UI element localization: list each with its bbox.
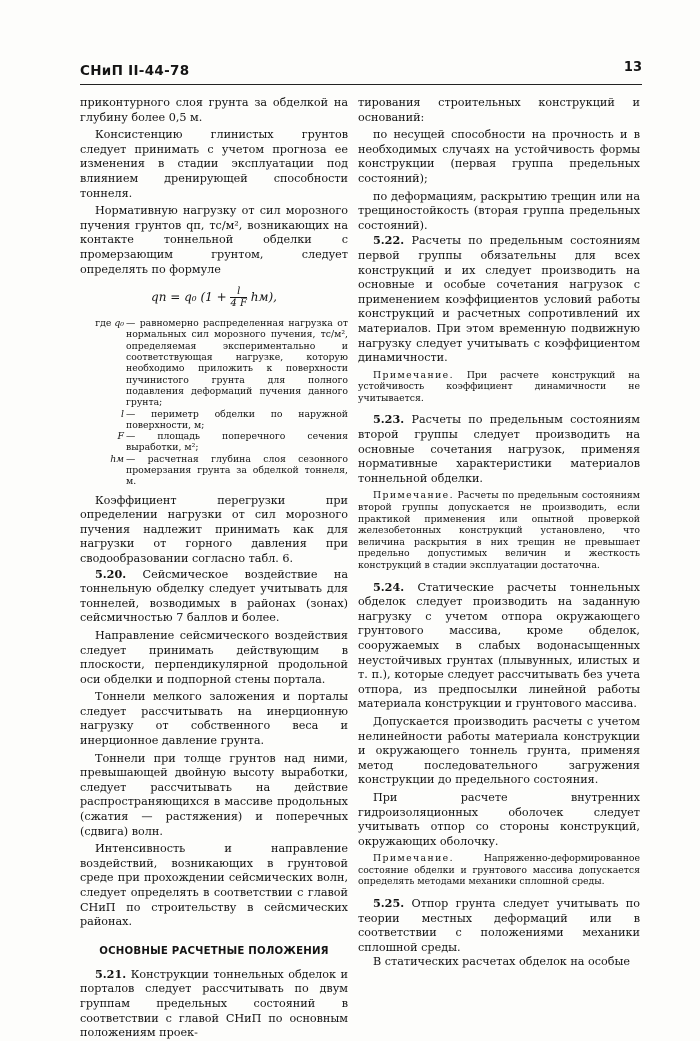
legend-symbol: F bbox=[117, 431, 124, 443]
clause-5-25: 5.25. Отпор грунта следует учитывать по теории местных деформаций или в соответствии с положениями механики сплошной среды. bbox=[358, 896, 640, 954]
paragraph-continuation: приконтурного слоя грунта за обделкой на глубину более 0,5 м. bbox=[80, 96, 348, 124]
formula-tail: hм bbox=[250, 290, 269, 305]
paragraph-consistency: Консистенцию глинистых грунтов следует принимать с учетом прогноза ее изменения в стадии эксплуатации под влиянием дренирующей способности тоннеля. bbox=[80, 128, 348, 200]
legend-text: — площадь поперечного сечения выработки, м²; bbox=[126, 431, 348, 454]
page-number: 13 bbox=[623, 60, 642, 75]
clause-number: 5.24. bbox=[373, 579, 405, 594]
formula-fraction bbox=[230, 286, 246, 309]
section-heading: ОСНОВНЫЕ РАСЧЕТНЫЕ ПОЛОЖЕНИЯ bbox=[99, 945, 329, 957]
clause-5-23: 5.23. Расчеты по предельным состояниям второй группы следует производить на основные сочетания нагрузок, применяя нормативные характеристики материалов тоннельной обделки. bbox=[358, 412, 640, 485]
legend-text: — расчетная глубина слоя сезонного промерзания грунта за обделкой тоннеля, м. bbox=[126, 453, 348, 488]
paragraph-group-two: по деформациям, раскрытию трещин или на трещиностойкость (вторая группа предельных состояний). bbox=[358, 189, 640, 232]
legend-symbol: hм bbox=[110, 453, 124, 465]
formula-numerator: l bbox=[230, 286, 246, 298]
clause-5-20: 5.20. Сейсмическое воздействие на тоннельную обделку следует учитывать для тоннелей, возводимых в районах (зонах) сейсмичностью 7 баллов и более. bbox=[80, 566, 348, 625]
frost-heave-formula bbox=[80, 284, 348, 310]
legend-row bbox=[80, 409, 348, 432]
paragraph-nonlinear: Допускается производить расчеты с учетом нелинейности работы материала конструкции и окружающего тоннель грунта, применяя метод последовательного загружения конструкции до предельного состояния. bbox=[358, 714, 640, 787]
paragraph-waterproofing: При расчете внутренних гидроизоляционных оболочек следует учитывать отпор со стороны конструкций, окружающих оболочку. bbox=[358, 790, 640, 848]
paragraph-overload: Коэффициент перегрузки при определении нагрузки от сил морозного пучения надлежит принимать как для нагрузки от горного давления при сводообразовании согласно табл. 6. bbox=[80, 493, 348, 565]
clause-5-24: 5.24. Статические расчеты тоннельных обделок следует производить на заданную нагрузку с учетом отпора окружающего грунтового массива, кроме обделок, сооружаемых в слабых водонасыщенных неустойчивых грунтах (плывунных, илистых и т. п.), которые следует рассчитывать без учета отпора, из предпосылки линейной работы материала конструкции и грунтового массива. bbox=[358, 579, 640, 711]
page-header bbox=[80, 56, 642, 85]
clause-number: 5.20. bbox=[95, 566, 127, 581]
note-label: Примечание. bbox=[373, 853, 454, 865]
legend-text: — равномерно распределенная нагрузка от нормальных сил морозного пучения, тс/м², определяемая экспериментально и соответствующая нагрузке, которую необходимо приложить к поверхности пучинистого грунта для полного подавления деформаций пучения данного грунта; bbox=[126, 318, 348, 409]
formula-close: ), bbox=[268, 290, 277, 305]
legend-symbol: q₀ bbox=[114, 318, 124, 330]
clause-number: 5.22. bbox=[373, 233, 405, 248]
note-continuum: Примечание. Напряженно-деформированное состояние обделки и грунтового массива допускается определять методами механики сплошной среды. bbox=[358, 853, 640, 888]
document-code: СНиП II-44-78 bbox=[80, 63, 190, 79]
legend-text: — периметр обделки по наружной поверхности, м; bbox=[126, 408, 348, 431]
paragraph-direction: Направление сейсмического воздействия следует принимать действующим в плоскости, перпендикулярной продольной оси обделки и подпорной стены портала. bbox=[80, 628, 348, 686]
right-column bbox=[358, 96, 640, 970]
note-second-group: Примечание. Расчеты по предельным состояниям второй группы допускается не производить, если практикой применения или опытной проверкой железобетонных конструкций установлено, что величина раскрытия в них трещин не превышает предельно допустимых величин и жесткость конструкций в стадии эксплуатации достаточна. bbox=[358, 490, 640, 571]
formula-legend bbox=[80, 318, 348, 487]
paragraph-intensity: Интенсивность и направление воздействий, возникающих в грунтовой среде при прохождении сейсмических волн, следует определять в соответствии с главой СНиП по строительству в сейсмических районах. bbox=[80, 842, 348, 929]
paragraph-continuation: тирования строительных конструкций и оснований: bbox=[358, 96, 640, 124]
clause-number: 5.23. bbox=[373, 412, 405, 427]
note-label: Примечание. bbox=[373, 490, 454, 502]
formula-open: (1 + bbox=[200, 290, 227, 305]
paragraph-deep-tunnels: Тоннели при толще грунтов над ними, превышающей двойную высоту выработки, следует рассчитывать на действие распространяющихся в массиве продольных (сжатия — растяжения) и поперечных (сдвига) волн. bbox=[80, 751, 348, 838]
legend-row bbox=[80, 318, 348, 408]
paragraph-static: В статических расчетах обделок на особые bbox=[373, 955, 631, 969]
clause-number: 5.21. bbox=[95, 966, 127, 981]
legend-symbol: l bbox=[121, 408, 124, 420]
paragraph-shallow-tunnels: Тоннели мелкого заложения и порталы следует рассчитывать на инерционную нагрузку от собственного веса и инерционное давление грунта. bbox=[80, 690, 348, 748]
left-column bbox=[80, 96, 348, 1041]
formula-denominator: 4 F bbox=[230, 298, 247, 310]
note-dynamic: Примечание. При расчете конструкций на устойчивость коэффициент динамичности не учитывается. bbox=[358, 369, 640, 404]
paragraph-group-one: по несущей способности на прочность и в необходимых случаях на устойчивость формы конструкции (первая группа предельных состояний); bbox=[358, 128, 640, 185]
clause-5-21: 5.21. Конструкции тоннельных обделок и порталов следует рассчитывать по двум группам предельных состояний в соответствии с главой СНиП по основным положениям проек- bbox=[80, 966, 348, 1040]
note-label: Примечание. bbox=[373, 369, 454, 381]
legend-where: где bbox=[95, 318, 112, 330]
legend-row bbox=[80, 454, 348, 488]
formula-lhs: qп = q₀ bbox=[151, 290, 197, 305]
paragraph-normative-load: Нормативную нагрузку от сил морозного пучения грунтов qп, тс/м², возникающих на контакте тоннельной обделки с промерзающим грунтом, следует определять по формуле bbox=[80, 204, 348, 276]
clause-5-22: 5.22. Расчеты по предельным состояниям первой группы обязательны для всех конструкций и их следует производить на основные и особые сочетания нагрузок с применением коэффициентов условий работы конструкций и расчетных сопротивлений их материалов. При этом временную подвижную нагрузку следует учитывать с коэффициентом динамичности. bbox=[358, 233, 640, 365]
clause-number: 5.25. bbox=[373, 896, 405, 911]
legend-row bbox=[80, 431, 348, 454]
